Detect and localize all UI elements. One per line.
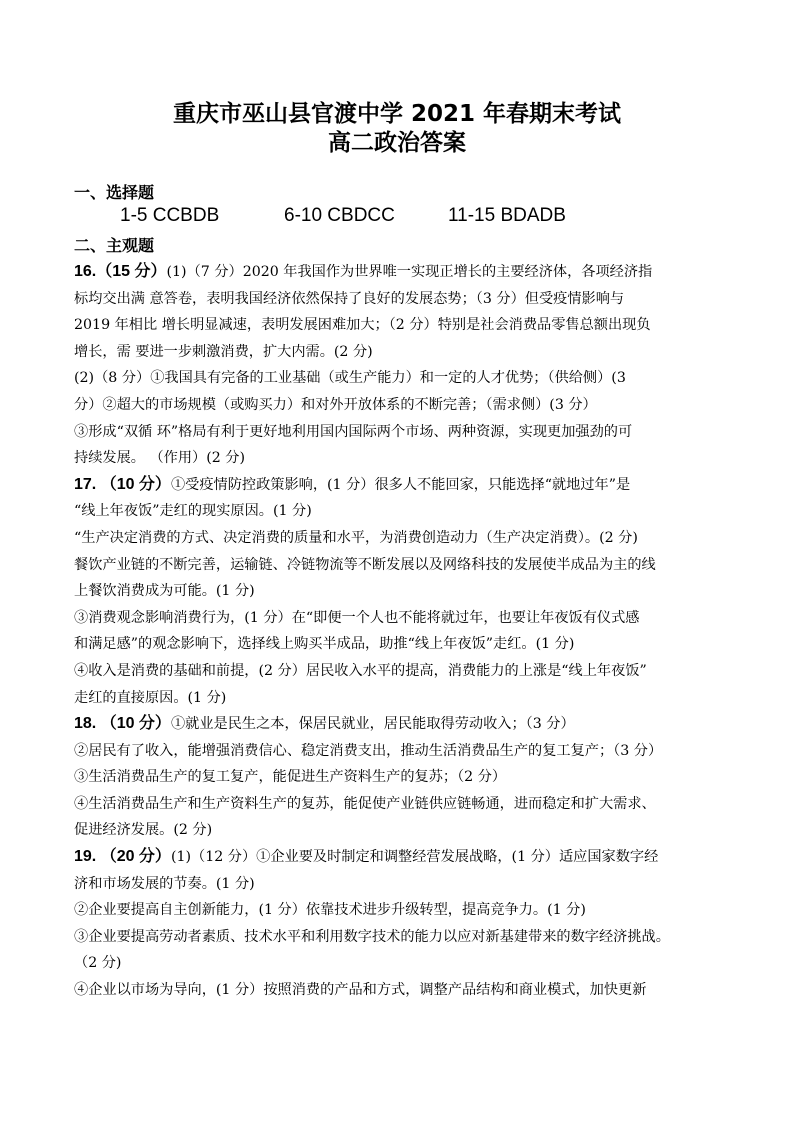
question-number: 17. （10 分） bbox=[74, 475, 171, 493]
answer-text: “线上年夜饭”走红的现实原因。(1 分) bbox=[74, 503, 312, 520]
answer-text: 分）②超大的市场规模（或购买力）和对外开放体系的不断完善；（需求侧）(3 分） bbox=[74, 396, 597, 413]
answer-line bbox=[74, 977, 724, 1004]
answer-line bbox=[74, 924, 724, 951]
answer-line bbox=[74, 365, 724, 392]
section-heading-choice: 一、选择题 bbox=[74, 183, 155, 202]
section-heading-subjective: 二、主观题 bbox=[74, 236, 155, 255]
answer-line bbox=[74, 897, 724, 924]
answer-text: ③消费观念影响消费行为，(1 分）在“即便一个人也不能将就过年，也要让年夜饭有仪式感 bbox=[74, 609, 640, 626]
answer-text: ④收入是消费的基础和前提，(2 分）居民收入水平的提高，消费能力的上涨是“线上年夜饭” bbox=[74, 662, 647, 679]
answer-text: ③企业要提高劳动者素质、技术水平和利用数字技术的能力以应对新基建带来的数字经济挑战。 bbox=[74, 928, 670, 945]
doc-title: 重庆市巫山县官渡中学 2021 年春期末考试 bbox=[172, 101, 622, 127]
answer-text: 和满足感”的观念影响下，选择线上购买半成品，助推“线上年夜饭”走红。(1 分) bbox=[74, 636, 575, 653]
answer-line bbox=[74, 711, 724, 738]
answer-line bbox=[74, 844, 724, 871]
answer-line bbox=[74, 498, 724, 525]
answer-text: 餐饮产业链的不断完善，运输链、冷链物流等不断发展以及网络科技的发展使半成品为主的线 bbox=[74, 556, 656, 573]
answer-text: （2 分) bbox=[74, 955, 122, 972]
answer-line bbox=[74, 339, 724, 366]
answer-text: ②居民有了收入，能增强消费信心、稳定消费支出，推动生活消费品生产的复工复产；（3 分） bbox=[74, 742, 663, 759]
answer-group-3: 11-15 BDADB bbox=[448, 205, 566, 226]
answer-text: (2)（8 分）①我国具有完备的工业基础（或生产能力）和一定的人才优势；（供给侧）(3 bbox=[74, 370, 626, 387]
answer-line bbox=[74, 445, 724, 472]
answer-line bbox=[74, 312, 724, 339]
answer-line bbox=[74, 658, 724, 685]
question-number: 16.（15 分） bbox=[74, 263, 167, 280]
answer-line bbox=[74, 817, 724, 844]
answer-line bbox=[74, 764, 724, 791]
answer-text: ①受疫情防控政策影响，(1 分）很多人不能回家，只能选择“就地过年”是 bbox=[170, 476, 631, 493]
answer-text: 促进经济发展。(2 分) bbox=[74, 822, 213, 839]
question-number: 19. （20 分） bbox=[74, 848, 171, 866]
answer-line bbox=[74, 419, 724, 446]
answer-line bbox=[74, 472, 724, 499]
answer-group-1: 1-5 CCBDB bbox=[120, 205, 220, 226]
answer-text: 济和市场发展的节奏。(1 分) bbox=[74, 875, 255, 892]
answer-text: 标均交出满 意答卷，表明我国经济依然保持了良好的发展态势；（3 分）但受疫情影响与 bbox=[74, 290, 625, 307]
answer-text: “生产决定消费的方式、决定消费的质量和水平，为消费创造动力（生产决定消费）。(2 分) bbox=[74, 529, 638, 546]
answer-line bbox=[74, 578, 724, 605]
doc-subtitle: 高二政治答案 bbox=[328, 130, 466, 156]
answer-line bbox=[74, 871, 724, 898]
answer-text: 走红的直接原因。(1 分) bbox=[74, 689, 227, 706]
question-number: 18. （10 分） bbox=[74, 715, 171, 733]
answer-line bbox=[74, 738, 724, 765]
answer-text: ③生活消费品生产的复工复产，能促进生产资料生产的复苏；（2 分） bbox=[74, 769, 507, 786]
answer-text: ③形成“双循 环”格局有利于更好地利用国内国际两个市场、两种资源，实现更加强劲的可 bbox=[74, 423, 633, 440]
answer-line bbox=[74, 685, 724, 712]
answer-text: ④企业以市场为导向，(1 分）按照消费的产品和方式，调整产品结构和商业模式，加快更新 bbox=[74, 982, 647, 999]
answer-text: ①就业是民生之本，保居民就业，居民能取得劳动收入；（3 分） bbox=[170, 716, 575, 733]
answer-text: 2019 年相比 增长明显减速，表明发展困难加大；（2 分）特别是社会消费品零售总额出现负 bbox=[74, 317, 651, 334]
answer-body bbox=[74, 259, 724, 1004]
answer-line bbox=[74, 791, 724, 818]
answer-line bbox=[74, 631, 724, 658]
answer-line bbox=[74, 392, 724, 419]
answer-text: 持续发展。 （作用）(2 分) bbox=[74, 450, 245, 467]
answer-text: ④生活消费品生产和生产资料生产的复苏，能促使产业链供应链畅通，进而稳定和扩大需求、 bbox=[74, 795, 656, 812]
answer-line bbox=[74, 950, 724, 977]
answer-text: 上餐饮消费成为可能。(1 分) bbox=[74, 583, 255, 600]
answer-group-2: 6-10 CBDCC bbox=[284, 205, 395, 226]
answer-line bbox=[74, 605, 724, 632]
answer-text: ②企业要提高自主创新能力，(1 分）依靠技术进步升级转型，提高竞争力。(1 分) bbox=[74, 902, 586, 919]
answer-text: (1)（12 分）①企业要及时制定和调整经营发展战略，(1 分）适应国家数字经 bbox=[170, 849, 659, 866]
answer-line bbox=[74, 552, 724, 579]
answer-line bbox=[74, 525, 724, 552]
answer-line bbox=[74, 259, 724, 286]
answer-text: 增长，需 要进一步刺激消费，扩大内需。(2 分) bbox=[74, 343, 373, 360]
answer-line bbox=[74, 286, 724, 313]
answer-text: (1)（7 分）2020 年我国作为世界唯一实现正增长的主要经济体，各项经济指 bbox=[166, 264, 653, 280]
